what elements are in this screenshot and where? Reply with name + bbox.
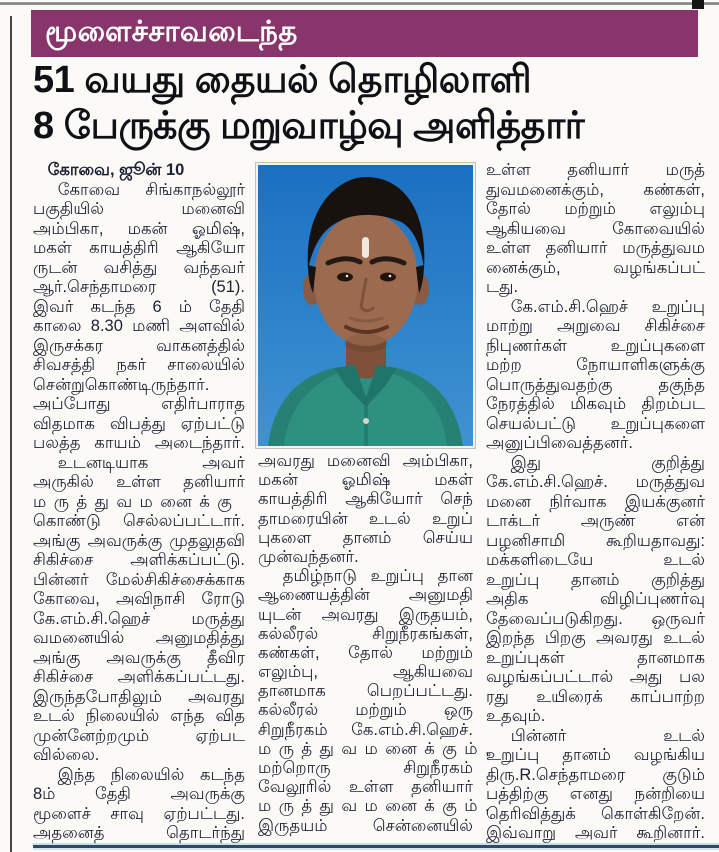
article-line: கே.எம்.சி.ஹெச் உறுப்பு [510, 297, 705, 316]
article-line: ரது உயிரைக் காப்பாற்ற [486, 687, 705, 706]
article-line: கே.எம்.சி.ஹெச். மருத்துவ [486, 473, 705, 491]
article-line: மற்றொரு சிறுநீரகம் [258, 759, 473, 777]
article-line: அனுப்பிவைத்தனர். [486, 434, 633, 452]
kicker-label: மூளைச்சாவடைந்த [45, 15, 298, 48]
article-headline [33, 57, 713, 149]
article-line: மகன் ஓமிஷ் மகள் [258, 471, 473, 490]
article-line: சென்றுகொண்டிருந்தார். [33, 375, 210, 394]
article-line: அம்பிகா, மகன் ஓமிஷ், [33, 219, 245, 238]
article-line: எலும்பு, ஆகியவை [258, 663, 473, 682]
article-line: உள்ள தனியார் மருத்துவம [486, 239, 705, 257]
article-line: டது. [486, 278, 519, 296]
article-line: அதனைத் தொடர்ந்து [33, 824, 245, 842]
article-line: அங்கு அவருக்கு தீவிர [33, 648, 245, 667]
article-line: பொருத்துவதற்கு தகுந்த [486, 375, 705, 394]
article-line: அவரது மனைவி அம்பிகா, [258, 452, 473, 470]
headline-line-1: 51 வயது தையல் தொழிலாளி [33, 59, 532, 101]
article-line: பழனிசாமி கூறியதாவது: [486, 531, 705, 550]
article-line: பகுதியில் மனைவி [33, 200, 245, 218]
article-column-left [33, 161, 245, 844]
article-line: மருத்துவமனைக்கும், [258, 797, 497, 816]
article-line: துவமனைக்கும், கண்கள், [486, 180, 705, 199]
article-line: இவ்வாறு அவர் கூறினார். [486, 824, 705, 842]
article-line: 8ம் தேதி அவருக்கு [33, 785, 245, 803]
article-line: செயல்பட்டு உறுப்புகளை [486, 414, 705, 433]
article-line: ஆர்.செந்தாமரை (51). [33, 278, 245, 296]
article-line: மற்ற நோயாளிகளுக்கு [486, 356, 705, 374]
article-line: மாற்று அறுவை சிகிச்சை [486, 317, 705, 335]
headline-line-2: 8 பேருக்கு மறுவாழ்வு அளித்தார் [33, 105, 585, 147]
article-line: உறுப்பு தானம் குறித்து [486, 570, 705, 589]
article-line: மக்களிடையே உடல் [486, 551, 705, 569]
article-line: பின்னர் உடல் [510, 726, 705, 745]
dateline: கோவை, ஜூன் 10 [47, 161, 185, 179]
article-line: கே.எம்.சி.ஹெச் மருத்து [33, 609, 245, 628]
article-line: பத்திற்கு எனது நன்றியை [486, 785, 705, 803]
article-line: உறுப்பு தானம் வழங்கிய [486, 746, 705, 764]
article-line: உடனடியாக அவர் [57, 453, 245, 472]
article-line: தோல் மற்றும் எலும்பு [486, 200, 705, 218]
article-line: புகளை தானம் செய்ய [258, 528, 473, 547]
article-line: வமனையில் அனுமதித்து [33, 629, 245, 647]
article-line: விதமாக விபத்து ஏற்பட்டு [33, 414, 245, 433]
top-rule [0, 2, 719, 5]
article-line: அங்கு அவருக்கு முதலுதவி [33, 531, 245, 550]
portrait-illustration [258, 165, 473, 446]
bottom-rule [33, 845, 719, 848]
article-line: ருடன் வசித்து வந்தவர் [33, 258, 245, 277]
article-line: யுடன் அவரது இருதயம், [258, 605, 473, 624]
kicker-banner [31, 10, 698, 57]
article-line: காலை 8.30 மணி அளவில் [33, 317, 245, 335]
article-line: ஆகியவை கோவையில் [486, 219, 705, 238]
article-line: தாமரையின் உடல் உறுப் [258, 509, 473, 528]
portrait-photo [256, 163, 475, 448]
article-line: சிகிச்சை அளிக்கப்பட்டு. [33, 551, 245, 569]
article-line: உதவும். [486, 707, 546, 725]
article-line: முன்னேற்றமும் ஏற்பட [33, 726, 245, 745]
article-line: மனை நிர்வாக இயக்குனர் [486, 492, 705, 511]
article-line: முன்வந்தனர். [258, 547, 359, 566]
article-column-middle [258, 452, 497, 836]
article-line: கோவை சிங்காநல்லூர் [57, 180, 245, 199]
article-line: நேரத்தில் மிகவும் திறம்பட [486, 395, 705, 413]
article-line: மூளைச் சாவு ஏற்பட்டது. [33, 804, 245, 823]
article-line: இவர் கடந்த 6 ம் தேதி [33, 297, 245, 316]
article-line: உடல் நிலையில் எந்த வித [33, 707, 245, 725]
article-line: டாக்டர் அருண் என் [486, 512, 705, 530]
article-line: கொண்டு செல்லப்பட்டார். [33, 512, 245, 530]
article-line: அப்போது எதிர்பாராத [33, 395, 245, 413]
article-line: கல்லீரல் சிறுநீரகங்கள், [258, 624, 473, 643]
article-line: கண்கள், தோல் மற்றும் [258, 643, 473, 662]
article-line: தமிழ்நாடு உறுப்பு தான [282, 567, 473, 586]
article-line: இந்த நிலையில் கடந்த [57, 765, 245, 784]
article-line: திரு.R.செந்தாமரை குடும் [486, 765, 705, 784]
article-line: உள்ள தனியார் மருத் [486, 161, 705, 179]
article-line: இருதயம் சென்னையில் [258, 816, 473, 835]
article-line: இருசக்கர வாகனத்தில் [33, 336, 245, 355]
article-line: அதிக விழிப்புணர்வு [486, 590, 705, 608]
print-registration-mark [692, 0, 704, 9]
article-line: சிவசத்தி நகர் சாலையில் [33, 356, 245, 374]
article-line: இறந்த பிறகு அவரது உடல் [486, 629, 705, 647]
article-line: தேவைப்படுகிறது. ஒருவர் [486, 609, 705, 628]
article-line: உறுப்புகள் தானமாக [486, 648, 705, 667]
article-line: நிபுணர்கள் உறுப்புகளை [486, 336, 705, 355]
article-line: சிகிச்சை அளிக்கப்பட்டது. [33, 668, 245, 686]
article-line: வில்லை. [33, 746, 100, 764]
article-line: வேலூரில் உள்ள தனியார் [258, 778, 473, 797]
article-column-right [486, 161, 705, 844]
article-line: அருகில் உள்ள தனியார் [33, 473, 245, 491]
article-line: இருந்தபோதிலும் அவரது [33, 687, 245, 706]
article-line: வழங்கப்பட்டால் அது பல [486, 668, 705, 686]
article-line: ஆணையத்தின் அனுமதி [258, 586, 473, 605]
article-line: காயத்திரி ஆகியோர் செந் [258, 490, 473, 509]
article-line: கல்லீரல் மற்றும் ஒரு [258, 701, 473, 720]
article-line: இது குறித்து [510, 453, 705, 472]
article-line: பின்னர் மேல்சிகிச்சைக்காக [33, 570, 245, 589]
article-line: மருத்துவமனைக்கும், [258, 739, 497, 758]
article-line: மகள் காயத்திரி ஆகியோ [33, 239, 245, 257]
article-line: தெரிவித்துக் கொள்கிறேன். [486, 804, 705, 823]
article-line: சிறுநீரகம் கே.எம்.சி.ஹெச். [258, 720, 473, 739]
left-column-rule [10, 16, 12, 852]
article-line: கோவை, அவிநாசி ரோடு [33, 590, 245, 608]
article-line: மருத்துவமனைக்கு [33, 492, 240, 511]
article-line: னைக்கும், வழங்கப்பட் [486, 258, 705, 277]
article-line: தானமாக பெறப்பட்டது. [258, 682, 473, 701]
article-line: பலத்த காயம் அடைந்தார். [33, 434, 245, 452]
